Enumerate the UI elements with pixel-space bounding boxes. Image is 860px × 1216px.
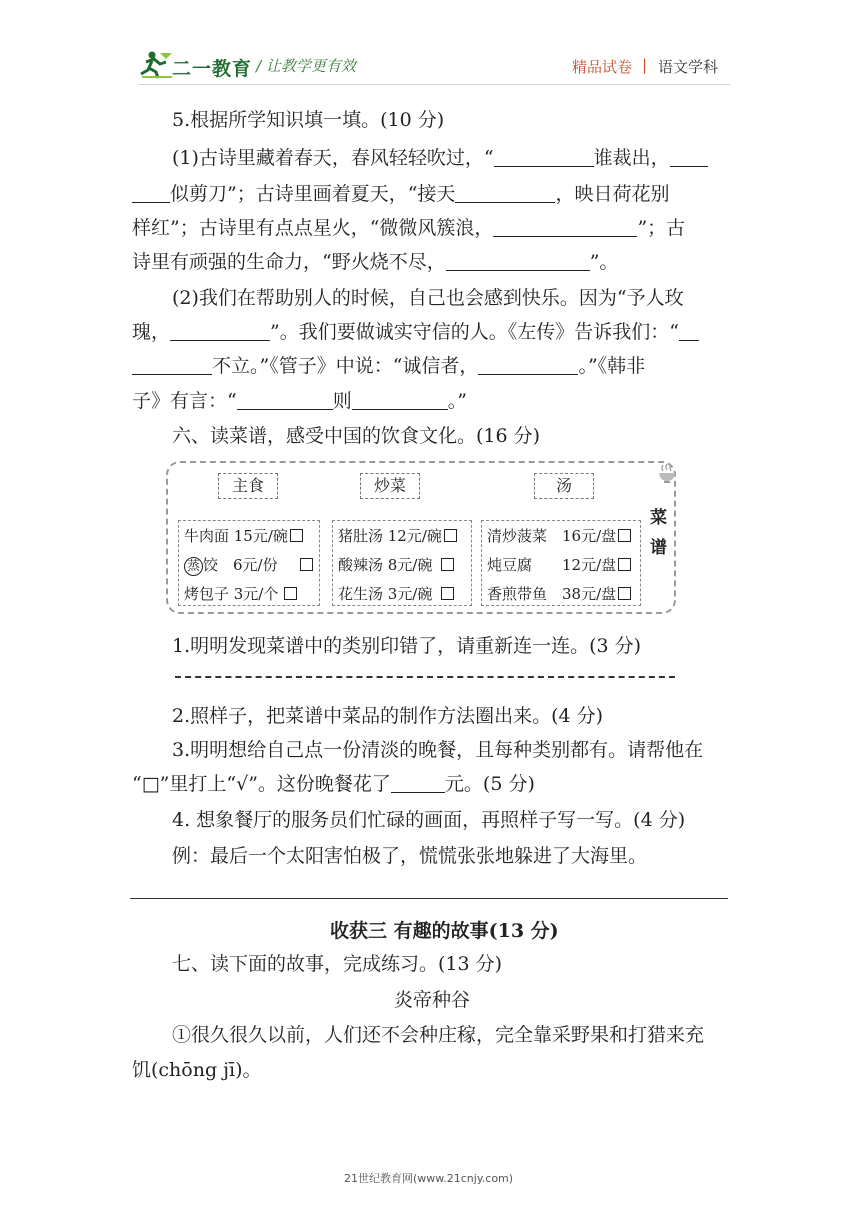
answer-blank[interactable] bbox=[391, 774, 445, 793]
answer-blank[interactable] bbox=[494, 148, 594, 167]
q6-sub3-text: 元。(5 分) bbox=[444, 773, 535, 795]
menu-title-char-2: 谱 bbox=[650, 538, 667, 558]
menu-category-staple[interactable]: 主食 bbox=[218, 473, 278, 499]
dish-item bbox=[338, 585, 454, 603]
dish-item bbox=[487, 527, 631, 545]
answer-blank[interactable] bbox=[352, 391, 448, 410]
q6-example: 例：最后一个太阳害怕极了，慌慌张张地躲进了大海里。 bbox=[172, 845, 648, 867]
logo-text: 二一教育 bbox=[172, 58, 253, 80]
q6-sub1: 1.明明发现菜谱中的类别印错了，请重新连一连。(3 分) bbox=[172, 635, 642, 657]
answer-blank[interactable] bbox=[132, 184, 170, 203]
dish-item bbox=[184, 527, 303, 545]
q5-p2-line4 bbox=[132, 389, 467, 413]
header-label-exam: 精品试卷 bbox=[572, 58, 633, 76]
q5-p2-line3 bbox=[132, 354, 645, 378]
header-separator: | bbox=[642, 56, 648, 74]
q5-p2-text: 瑰， bbox=[132, 321, 171, 343]
q5-p1-line1 bbox=[172, 146, 708, 170]
dish-item bbox=[184, 585, 297, 603]
dish-item bbox=[338, 556, 454, 574]
dish-label: 香煎带鱼 38元/盘 bbox=[487, 585, 617, 603]
circled-char[interactable]: 蒸 bbox=[184, 557, 203, 576]
answer-blank[interactable] bbox=[446, 252, 590, 271]
section3-title: 收获三 有趣的故事(13 分) bbox=[330, 920, 559, 942]
q5-p1-text: ”。 bbox=[589, 251, 619, 273]
q5-p1-text: 诗里有顽强的生命力，“野火烧不尽， bbox=[132, 251, 446, 273]
story-paragraph-1-line2: 饥(chōng jī)。 bbox=[132, 1059, 262, 1081]
steaming-bowl-icon bbox=[657, 463, 677, 485]
dish-checkbox[interactable] bbox=[441, 587, 454, 600]
dish-checkbox[interactable] bbox=[290, 529, 303, 542]
story-paragraph-1-line1: ①很久很久以前，人们还不会种庄稼，完全靠采野果和打猎来充 bbox=[172, 1024, 705, 1046]
q6-title: 六、读菜谱，感受中国的饮食文化。(16 分) bbox=[172, 425, 541, 447]
q6-sub3-line2 bbox=[132, 772, 535, 796]
q5-title: 5.根据所学知识填一填。(10 分) bbox=[172, 109, 445, 131]
q5-p1-text: (1)古诗里藏着春天，春风轻轻吹过，“ bbox=[172, 147, 494, 169]
q6-sub2: 2.照样子，把菜谱中菜品的制作方法圈出来。(4 分) bbox=[172, 705, 604, 727]
dish-checkbox[interactable] bbox=[300, 558, 313, 571]
q5-p2-text: 不立。”《管子》中说：“诚信者， bbox=[212, 355, 479, 377]
answer-blank[interactable] bbox=[237, 391, 333, 410]
answer-blank[interactable] bbox=[170, 322, 270, 341]
dish-label: 牛肉面 15元/碗 bbox=[184, 527, 288, 545]
q5-p1-text: 样红”；古诗里有点点星火，“微微风簇浪， bbox=[132, 217, 494, 239]
dish-checkbox[interactable] bbox=[441, 558, 454, 571]
q5-p2-line1: (2)我们在帮助别人的时候，自己也会感到快乐。因为“予人玫 bbox=[172, 287, 684, 309]
q6-sub3-text: “□”里打上“√”。这份晚餐花了 bbox=[132, 773, 391, 795]
dish-label: 酸辣汤 8元/碗 bbox=[338, 556, 433, 574]
q5-p1-line4 bbox=[132, 250, 618, 274]
q6-sub4: 4. 想象餐厅的服务员们忙碌的画面，再照样子写一写。(4 分) bbox=[172, 809, 686, 831]
menu-title-char-1: 菜 bbox=[650, 508, 667, 528]
answer-blank[interactable] bbox=[478, 356, 578, 375]
q5-p2-text: 。”《韩非 bbox=[578, 355, 646, 377]
answer-blank[interactable] bbox=[670, 148, 708, 167]
q5-p2-text: 。” bbox=[447, 390, 467, 412]
answer-blank[interactable] bbox=[455, 184, 555, 203]
dish-item bbox=[487, 556, 631, 574]
section-divider bbox=[130, 898, 728, 899]
dish-item bbox=[487, 585, 631, 603]
dish-label: 花生汤 3元/碗 bbox=[338, 585, 433, 603]
dish-item bbox=[184, 556, 313, 576]
dish-checkbox[interactable] bbox=[618, 529, 631, 542]
header-label-subject: 语文学科 bbox=[658, 58, 719, 76]
dish-label: 烤包子 3元/个 bbox=[184, 585, 279, 603]
q5-p1-text: 谁裁出， bbox=[593, 147, 670, 169]
q5-p1-text: 似剪刀”；古诗里画着夏天，“接天 bbox=[170, 183, 456, 205]
dish-label: 清炒菠菜 16元/盘 bbox=[487, 527, 617, 545]
story-title: 炎帝种谷 bbox=[394, 989, 471, 1011]
answer-dash-line[interactable] bbox=[175, 676, 675, 678]
answer-blank[interactable] bbox=[132, 356, 212, 375]
q5-p1-text: ”；古 bbox=[637, 217, 686, 239]
dish-label: 饺 6元/份 bbox=[203, 556, 278, 574]
q5-p1-text: ，映日荷花别 bbox=[555, 183, 670, 205]
dish-checkbox[interactable] bbox=[618, 587, 631, 600]
dish-checkbox[interactable] bbox=[444, 529, 457, 542]
footer-credit: 21世纪教育网(www.21cnjy.com) bbox=[344, 1172, 514, 1185]
q7-title: 七、读下面的故事，完成练习。(13 分) bbox=[172, 953, 503, 975]
menu-category-stirfry[interactable]: 炒菜 bbox=[360, 473, 420, 499]
q5-p1-line3 bbox=[132, 216, 685, 240]
q5-p2-text: 则 bbox=[332, 390, 352, 412]
dish-label: 炖豆腐 12元/盘 bbox=[487, 556, 617, 574]
dish-item bbox=[338, 527, 457, 545]
answer-blank[interactable] bbox=[493, 218, 637, 237]
menu-category-soup[interactable]: 汤 bbox=[534, 473, 594, 499]
header-divider bbox=[138, 84, 730, 85]
dish-label: 猪肚汤 12元/碗 bbox=[338, 527, 442, 545]
q5-p2-text: 子》有言：“ bbox=[132, 390, 237, 412]
dish-checkbox[interactable] bbox=[284, 587, 297, 600]
q5-p2-text: ”。我们要做诚实守信的人。《左传》告诉我们：“ bbox=[270, 321, 679, 343]
slogan: / 让教学更有效 bbox=[256, 57, 356, 75]
dish-checkbox[interactable] bbox=[618, 558, 631, 571]
answer-blank[interactable] bbox=[679, 322, 699, 341]
q5-p2-line2 bbox=[132, 320, 699, 344]
q6-sub3-line1: 3.明明想给自己点一份清淡的晚餐，且每种类别都有。请帮他在 bbox=[172, 739, 704, 761]
q5-p1-line2 bbox=[132, 182, 669, 206]
